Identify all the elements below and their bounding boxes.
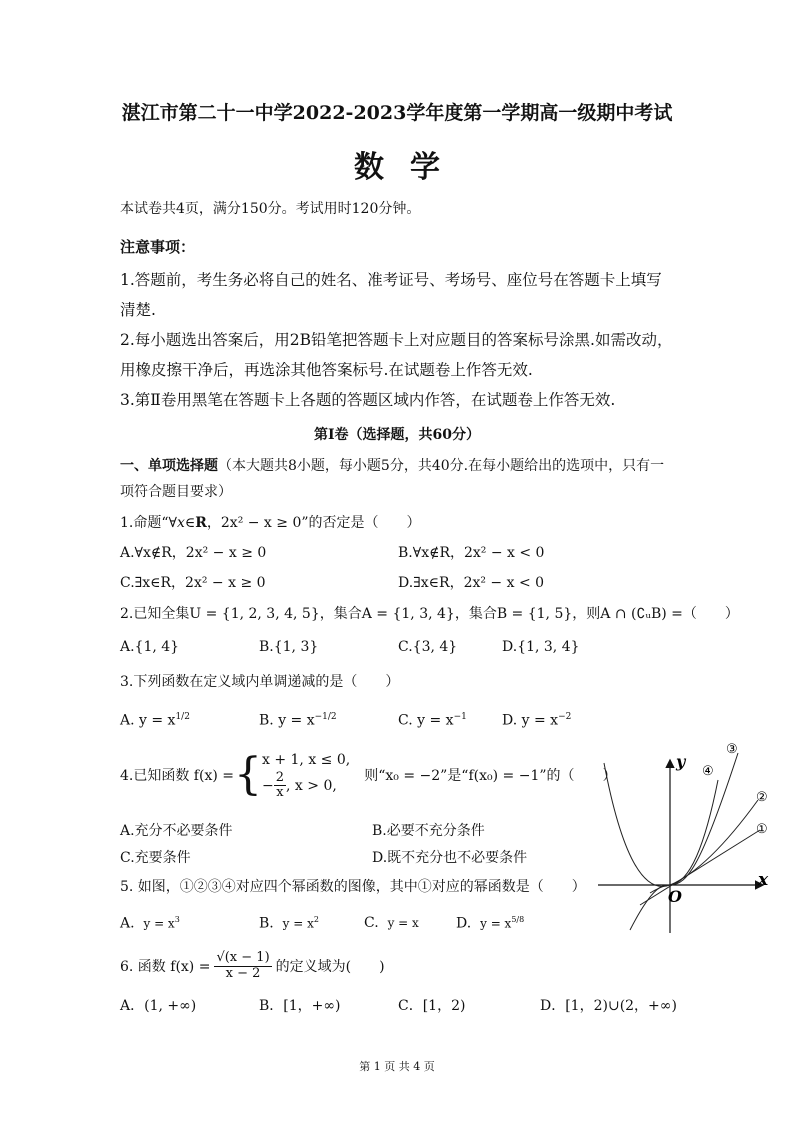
part-desc-1: （本大题共8小题，每小题5分，共40分.在每小题给出的选项中，只有一 (218, 458, 665, 474)
q5-option-a (120, 915, 180, 932)
power-function-figure (590, 735, 780, 935)
q4-stem-b: 则“x₀ = −2”是“f(x₀) = −1”的（ ） (364, 768, 617, 784)
q1-stem-c: ，2x² − x ≥ 0”的否定是（ ） (206, 515, 421, 531)
curve-label-2: ② (756, 790, 768, 805)
q5-a-label: A. (120, 915, 135, 932)
q5-a-base: y = x (143, 916, 175, 931)
q4-piece-1: x + 1, x ≤ 0, (262, 751, 351, 768)
q1-option-b: B.∀x∉R，2x² − x < 0 (398, 545, 545, 561)
q4-option-a: A.充分不必要条件 (120, 823, 233, 839)
q1-in: ∈ (184, 515, 196, 531)
curve-label-1: ① (756, 822, 768, 837)
q4-piece2-minus: − (262, 777, 274, 794)
q2-stem: 2.已知全集U = {1, 2, 3, 4, 5}，集合A = {1, 3, 4}，集合B = {1, 5}，则A ∩ (∁ᵤB) =（ ） (120, 606, 739, 622)
q5-c-label: C. (364, 915, 379, 931)
curve-3 (630, 753, 738, 930)
section-heading: 第Ⅰ卷（选择题，共60分） (313, 427, 481, 443)
q3-d-exp: −2 (558, 712, 572, 722)
q5-c-expr: y = x (387, 916, 419, 930)
curve-2 (604, 763, 758, 886)
q4-piece2-frac (274, 771, 286, 801)
notice-line-2: 清楚. (120, 301, 156, 319)
q6-num: √(x − 1) (216, 950, 270, 966)
q4-piece-2 (262, 771, 350, 801)
part-title: 一、单项选择题 (120, 458, 218, 474)
exam-info: 本试卷共4页，满分150分。考试用时120分钟。 (120, 201, 421, 217)
q6-frac (214, 951, 271, 981)
q1-stem (120, 512, 421, 532)
q5-d-base: y = x (480, 916, 512, 931)
q3-d-base: D. y = x (502, 712, 559, 729)
q4-stem-a: 4.已知函数 f(x) = (120, 768, 234, 784)
q6-option-d: D．[1，2)∪(2，+∞) (540, 998, 677, 1014)
q4-piece2-den: x (276, 785, 284, 800)
q5-d-label: D. (456, 915, 472, 932)
q1-option-c: C.∃x∈R，2x² − x ≥ 0 (120, 575, 266, 591)
q6-stem-b: 的定义域为( ) (275, 959, 385, 975)
q2-option-c: C.{3, 4} (398, 639, 458, 655)
q3-b-base: B. y = x (259, 712, 315, 729)
q6-option-b: B．[1，+∞) (259, 998, 341, 1014)
q3-c-exp: −1 (453, 712, 467, 722)
curve-label-3: ③ (726, 742, 738, 757)
q5-option-b (259, 915, 319, 932)
q5-b-base: y = x (282, 916, 314, 931)
axis-y-label: y (676, 752, 686, 771)
notice-line-4: 用橡皮擦干净后，再选涂其他答案标号.在试题卷上作答无效. (120, 361, 533, 379)
q4-stem (120, 742, 617, 808)
q3-a-exp: 1/2 (175, 712, 190, 722)
notice-line-1: 1.答题前，考生务必将自己的姓名、准考证号、考场号、座位号在答题卡上填写 (120, 271, 662, 289)
q1-var: x (176, 515, 185, 531)
q1-real-set: R (195, 515, 207, 531)
curve-label-4: ④ (702, 764, 714, 779)
notice-line-5: 3.第Ⅱ卷用黑笔在答题卡上各题的答题区域内作答，在试题卷上作答无效. (120, 391, 616, 409)
q3-option-a (120, 712, 190, 729)
axis-x-label: x (758, 870, 769, 890)
notice-line-3: 2.每小题选出答案后，用2B铅笔把答题卡上对应题目的答案标号涂黑.如需改动， (120, 331, 673, 349)
q3-b-exp: −1/2 (314, 712, 337, 722)
q6-stem (120, 948, 385, 984)
subject-title: 数学 (354, 150, 466, 185)
exam-title: 湛江市第二十一中学2022-2023学年度第一学期高一级期中考试 (121, 102, 673, 124)
notice-heading: 注意事项： (120, 238, 196, 256)
q5-option-d (456, 915, 524, 932)
q4-option-d: D.既不充分也不必要条件 (372, 850, 528, 866)
q3-stem: 3.下列函数在定义域内单调递减的是（ ） (120, 674, 400, 690)
q4-piece2-num: 2 (275, 769, 285, 785)
q5-option-c (364, 915, 419, 931)
q6-option-a: A．(1, +∞) (120, 998, 197, 1014)
q4-piece2-post: , x > 0, (286, 777, 337, 794)
q4-pieces (262, 750, 350, 801)
page-footer: 第 1 页 共 4 页 (359, 1060, 435, 1073)
q3-a-base: A. y = x (120, 712, 176, 729)
origin-label: O (668, 887, 682, 906)
q2-option-d: D.{1, 3, 4} (502, 639, 580, 655)
q3-option-d (502, 712, 571, 729)
q4-brace: { (234, 749, 262, 800)
q5-d-exp: 5/8 (511, 915, 525, 924)
q6-den: x − 2 (225, 965, 261, 981)
q6-option-c: C．[1，2) (398, 998, 466, 1014)
q4-option-b: B.必要不充分条件 (372, 823, 485, 839)
q4-option-c: C.充要条件 (120, 850, 191, 866)
q2-option-a: A.{1, 4} (120, 639, 180, 655)
part-intro-line-1 (120, 455, 664, 475)
curve-1 (640, 830, 760, 905)
q2-option-b: B.{1, 3} (259, 639, 319, 655)
q1-option-d: D.∃x∈R，2x² − x < 0 (398, 575, 545, 591)
q6-stem-a: 6. 函数 f(x) = (120, 959, 211, 975)
part-desc-2: 项符合题目要求） (120, 484, 232, 500)
q3-option-c (398, 712, 467, 729)
q1-stem-a: 1.命题“∀ (120, 515, 177, 531)
q5-stem: 5. 如图，①②③④对应四个幂函数的图像，其中①对应的幂函数是（ ） (120, 879, 586, 895)
q5-b-label: B. (259, 915, 274, 932)
q5-a-exp: 3 (174, 915, 180, 924)
q3-option-b (259, 712, 337, 729)
q3-c-base: C. y = x (398, 712, 454, 729)
q1-option-a: A.∀x∉R，2x² − x ≥ 0 (120, 545, 267, 561)
q5-b-exp: 2 (313, 915, 319, 924)
